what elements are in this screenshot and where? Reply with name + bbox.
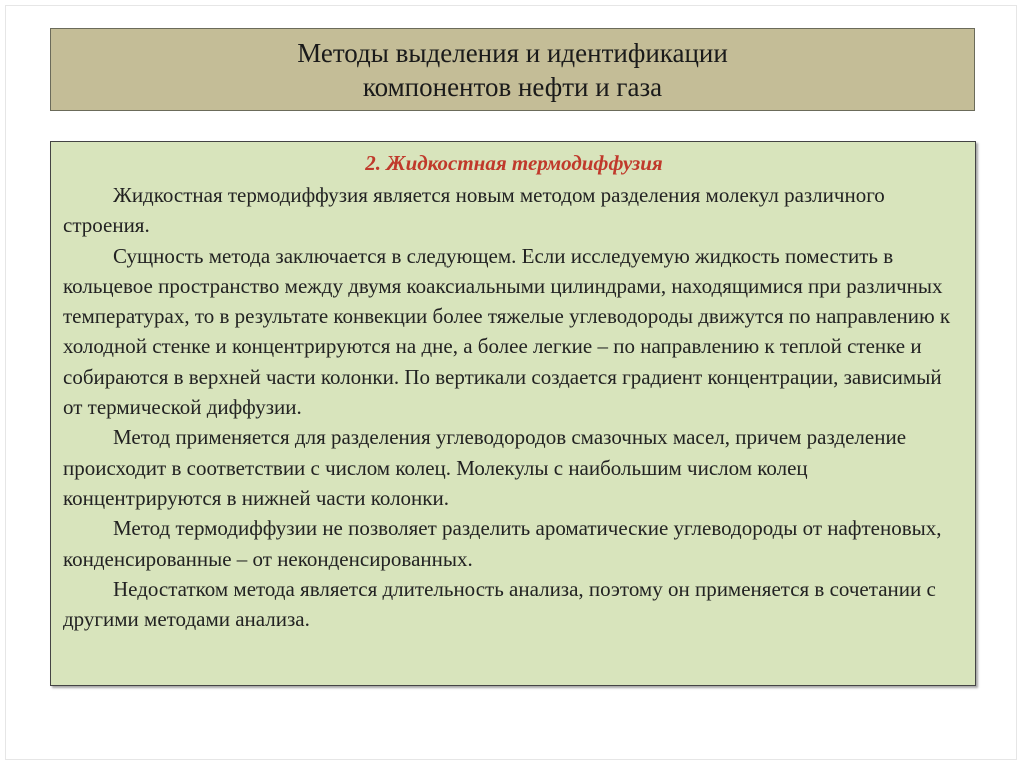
paragraph-3: Метод применяется для разделения углеводородов смазочных масел, причем разделение происходит в соответствии с числом колец. Молекулы с наибольшим числом колец концентрируются в нижней части колонки. xyxy=(63,425,907,510)
section-heading: 2. Жидкостная термодиффузия xyxy=(365,151,663,175)
title-box xyxy=(50,28,975,111)
title-line-1: Методы выделения и идентификации xyxy=(297,38,728,68)
content-box xyxy=(50,141,976,686)
paragraph-1: Жидкостная термодиффузия является новым методом разделения молекул различного строения. xyxy=(63,183,885,238)
title-line-2: компонентов нефти и газа xyxy=(362,72,663,102)
paragraph-4: Метод термодиффузии не позволяет разделить ароматические углеводороды от нафтеновых, конденсированные – от неконденсированных. xyxy=(63,516,942,571)
paragraph-2: Сущность метода заключается в следующем. Если исследуемую жидкость поместить в кольцевое пространство между двумя коаксиальными цилиндрами, находящимися при различных температурах, то в результате конвекции более тяжелые углеводороды движутся по направлению к холодной стенке и концентрируются на дне, а более легкие – по направлению к теплой стенке и собираются в верхней части колонки. По вертикали создается градиент концентрации, зависимый от термической диффузии. xyxy=(63,243,951,420)
paragraph-5: Недостатком метода является длительность анализа, поэтому он применяется в сочетании с другими методами анализа. xyxy=(63,576,936,632)
